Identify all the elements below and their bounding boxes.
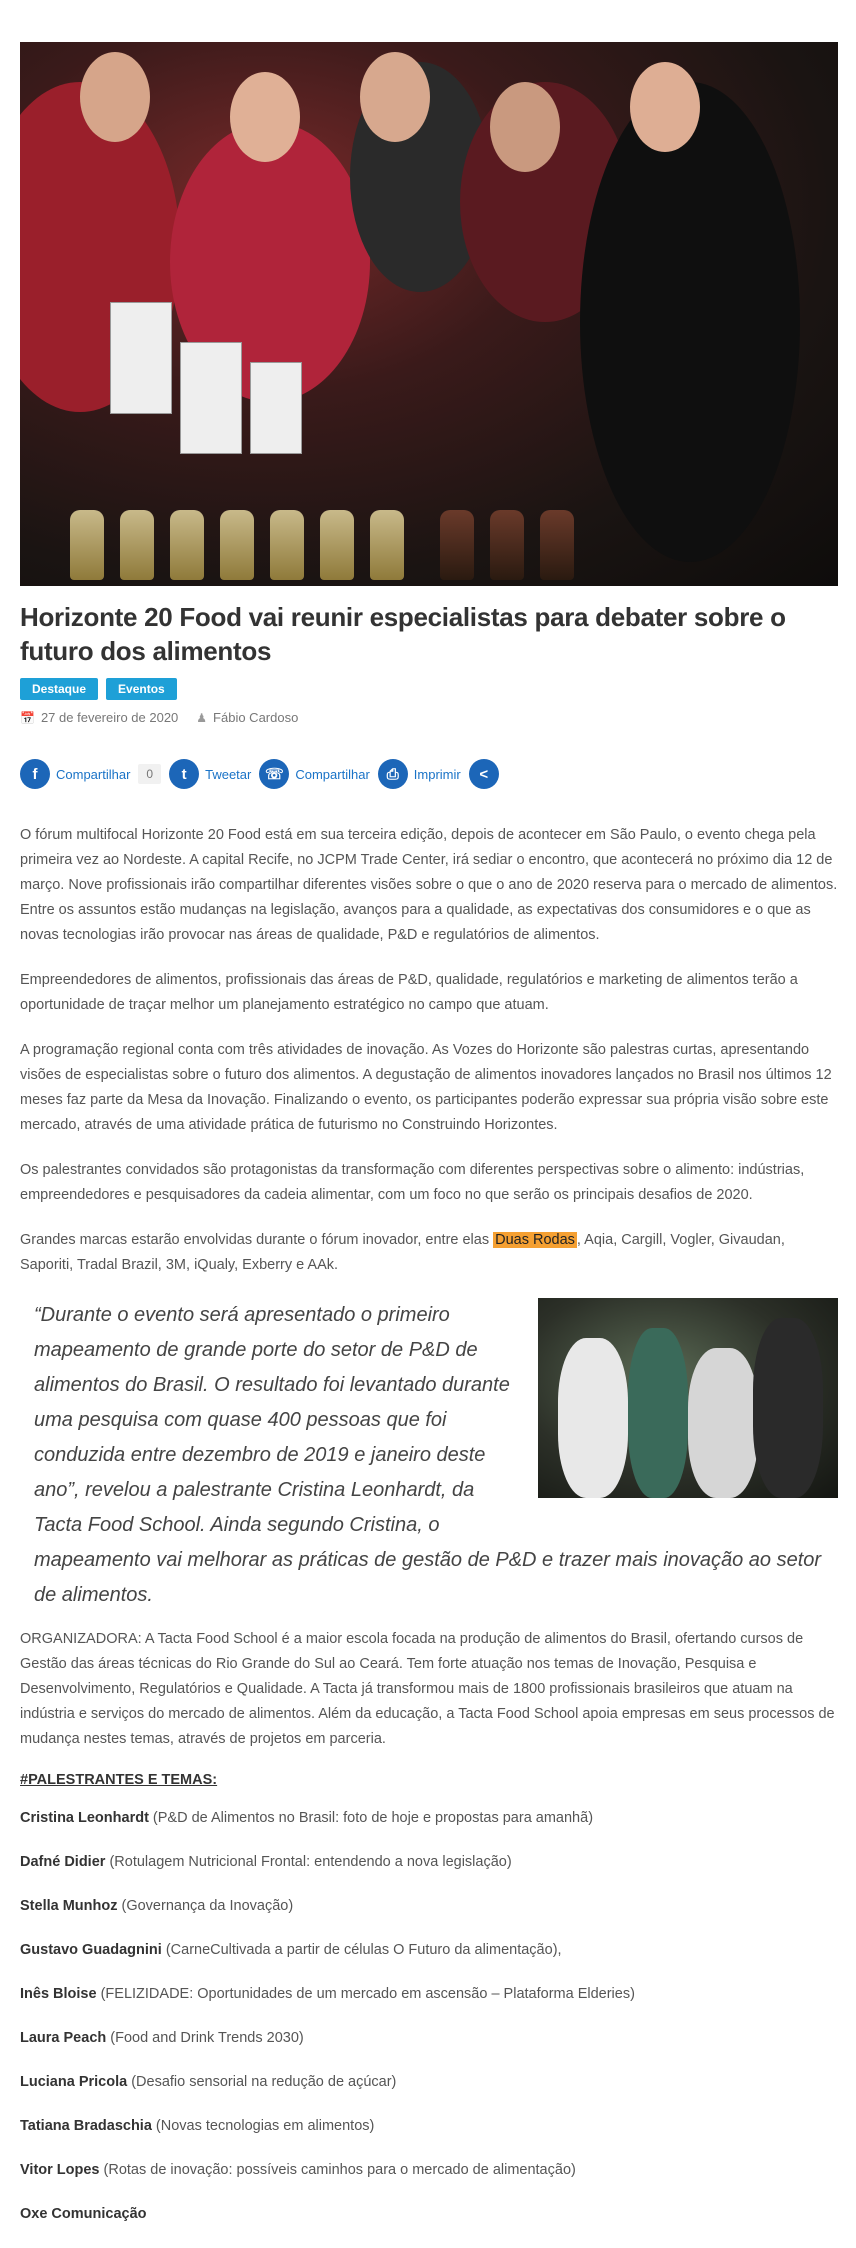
printer-icon: ⎙ [378, 759, 408, 789]
twitter-icon: t [169, 759, 199, 789]
tag-destaque[interactable]: Destaque [20, 678, 98, 700]
quote-text: “Durante o evento será apresentado o primeiro mapeamento de grande porte do setor de P&D de alimentos do Brasil. O resultado foi levantado durante uma pesquisa com quase 400 pessoas que foi conduzida entre dezembro de 2019 e janeiro deste ano”, revelou a palestrante Cristina Leonhardt, da Tacta Food School. Ainda segundo Cristina, o mapeamento vai melhorar as práticas de gestão de P&D e trazer mais inovação ao setor de alimentos. [34, 1304, 822, 1606]
hero-photo [20, 42, 838, 586]
print-label: Imprimir [413, 766, 461, 782]
article-meta [20, 710, 838, 725]
brands-text: Grandes marcas estarão envolvidas durante o fórum inovador, entre elas [20, 1232, 494, 1248]
tag-eventos[interactable]: Eventos [106, 678, 177, 700]
article-title: Horizonte 20 Food vai reunir especialistas para debater sobre o futuro dos alimentos [20, 602, 786, 666]
speaker-item: Laura Peach (Food and Drink Trends 2030) [20, 2030, 304, 2046]
facebook-share-button[interactable] [20, 759, 130, 789]
twitter-share-button[interactable] [169, 759, 251, 789]
speaker-item: Cristina Leonhardt (P&D de Alimentos no Brasil: foto de hoje e propostas para amanhã) [20, 1810, 594, 1826]
speaker-item: Tatiana Bradaschia (Novas tecnologias em alimentos) [20, 2118, 375, 2134]
facebook-icon: f [20, 759, 50, 789]
highlighted-brand: Duas Rodas [495, 1232, 575, 1248]
organizer-paragraph: ORGANIZADORA: A Tacta Food School é a maior escola focada na produção de alimentos do Brasil, ofertando cursos de Gestão das áreas técnicas do Rio Grande do Sul ao Ceará. Tem forte atuação nos temas de Inovação, Pesquisa e Desenvolvimento, Regulatórios e Qualidade. A Tacta já transformou mais de 1800 profissionais brasileiros que atuam na indústria e serviços do mercado de alimentos. Além da educação, a Tacta Food School apoia empresas em seus processos de mudança nestes temas, através de projetos em parceria. [20, 1631, 835, 1747]
share-icon: < [469, 759, 499, 789]
twitter-share-label: Tweetar [205, 766, 252, 782]
quote-block [20, 1298, 838, 1613]
speaker-item: Luciana Pricola (Desafio sensorial na redução de açúcar) [20, 2074, 397, 2090]
paragraph: Empreendedores de alimentos, profissionais das áreas de P&D, qualidade, regulatórios e marketing de alimentos terão a oportunidade de traçar melhor um planejamento estratégico no campo que atuam. [20, 972, 798, 1013]
more-share-button[interactable] [469, 759, 499, 789]
brands-paragraph [20, 1228, 838, 1278]
share-count: 0 [138, 764, 161, 784]
speaker-item: Inês Bloise (FELIZIDADE: Oportunidades de um mercado em ascensão – Plataforma Elderies) [20, 1986, 635, 2002]
speaker-item: Oxe Comunicação [20, 2206, 147, 2222]
share-bar [20, 759, 838, 789]
facebook-share-label: Compartilhar [56, 766, 131, 782]
paragraph: O fórum multifocal Horizonte 20 Food está em sua terceira edição, depois de acontecer em São Paulo, o evento chega pela primeira vez ao Nordeste. A capital Recife, no JCPM Trade Center, irá sediar o encontro, que acontecerá no próximo dia 12 de março. Nove profissionais irão compartilhar diferentes visões sobre o que o ano de 2020 reserva para o mercado de alimentos. Entre os assuntos estão mudanças na legislação, avanços para a qualidade, as expectativas dos consumidores e o que as novas tecnologias irão provocar nas áreas de qualidade, P&D e regulatórios de alimentos. [20, 827, 838, 943]
speaker-item: Dafné Didier (Rotulagem Nutricional Frontal: entendendo a nova legislação) [20, 1854, 512, 1870]
author-name[interactable]: Fábio Cardoso [213, 710, 299, 725]
publish-date: 27 de fevereiro de 2020 [40, 710, 179, 725]
print-button[interactable] [378, 759, 461, 789]
whatsapp-share-label: Compartilhar [295, 766, 370, 782]
paragraph: A programação regional conta com três atividades de inovação. As Vozes do Horizonte são palestras curtas, apresentando visões de especialistas sobre o futuro dos alimentos. A degustação de alimentos inovadores lançados no Brasil nos últimos 12 meses faz parte da Mesa da Inovação. Finalizando o evento, os participantes poderão expressar sua própria visão sobre este mercado, através de uma atividade prática de futurismo no Construindo Horizontes. [20, 1042, 832, 1133]
whatsapp-icon: ☏ [259, 759, 289, 789]
speaker-item: Stella Munhoz (Governança da Inovação) [20, 1898, 294, 1914]
event-photo [538, 1298, 838, 1498]
user-icon: ♟ [196, 710, 208, 725]
tag-list [20, 678, 838, 700]
speaker-list [20, 1808, 838, 2224]
brands-text: , Aqia, Cargill, Vogler, Givaudan, Saporiti, Tradal Brazil, 3M, iQualy, Exberry e AAk. [20, 1232, 785, 1273]
calendar-icon: 📅 [20, 710, 35, 725]
whatsapp-share-button[interactable] [259, 759, 369, 789]
paragraph: Os palestrantes convidados são protagonistas da transformação com diferentes perspectivas sobre o alimento: indústrias, empreendedores e pesquisadores da cadeia alimentar, com um foco no que serão os principais desafios de 2020. [20, 1162, 805, 1203]
speaker-item: Gustavo Guadagnini (CarneCultivada a partir de células O Futuro da alimentação), [20, 1942, 562, 1958]
speaker-item: Vitor Lopes (Rotas de inovação: possíveis caminhos para o mercado de alimentação) [20, 2162, 576, 2178]
speakers-heading: #PALESTRANTES E TEMAS: [20, 1772, 218, 1788]
